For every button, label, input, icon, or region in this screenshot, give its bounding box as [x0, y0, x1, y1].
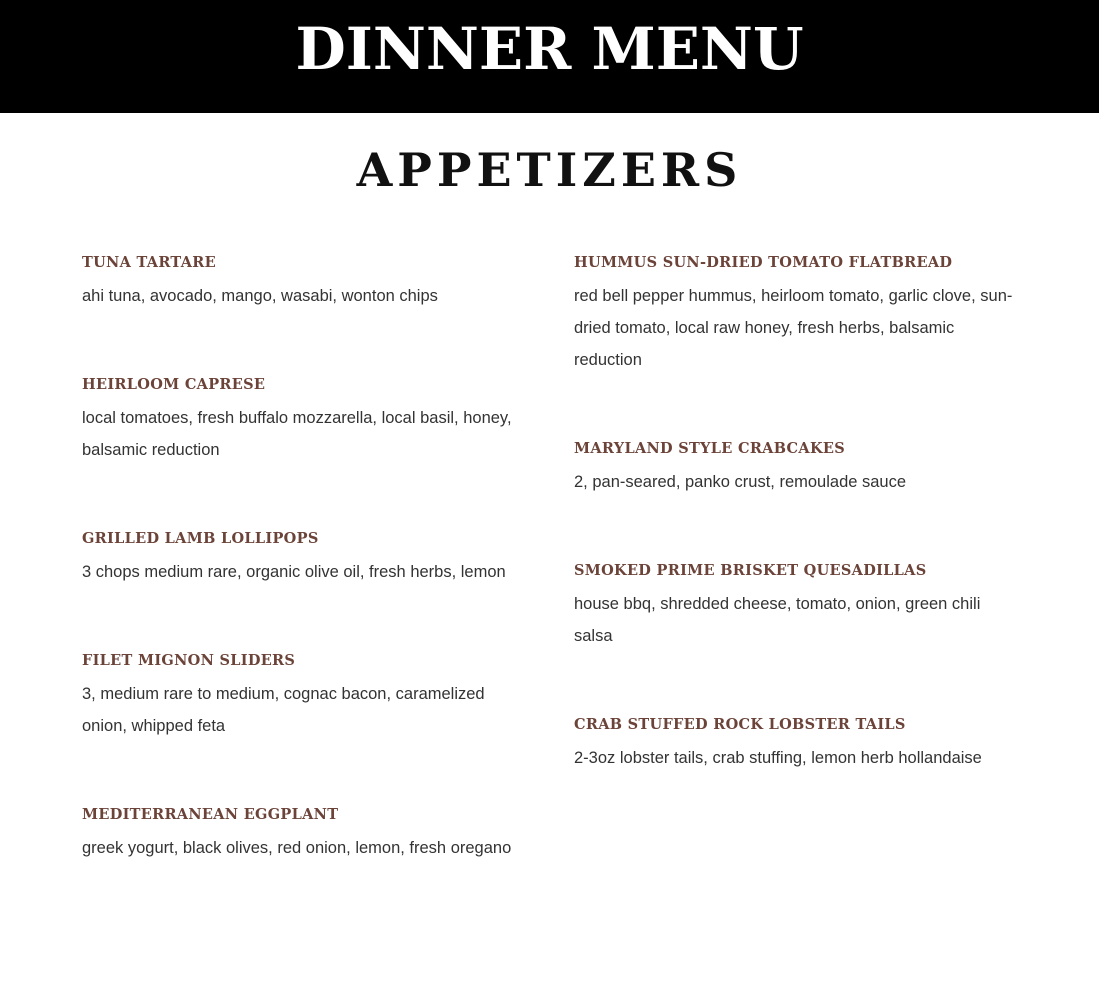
menu-item-description: local tomatoes, fresh buffalo mozzarella, local basil, honey, balsamic reduction [82, 409, 512, 459]
page-title: DINNER MENU [295, 15, 804, 83]
menu-item-description: house bbq, shredded cheese, tomato, onion, green chili salsa [574, 595, 981, 645]
menu-item-description: ahi tuna, avocado, mango, wasabi, wonton chips [82, 287, 438, 305]
menu-item-name: MARYLAND STYLE CRABCAKES [574, 440, 845, 457]
menu-item-grilled-lamb-lollipops [82, 528, 527, 596]
menu-item-description: 3, medium rare to medium, cognac bacon, caramelized onion, whipped feta [82, 685, 485, 735]
menu-item-description: 3 chops medium rare, organic olive oil, fresh herbs, lemon [82, 563, 506, 581]
menu-item-crab-stuffed-lobster-tails [574, 714, 1019, 774]
menu-item-name: GRILLED LAMB LOLLIPOPS [82, 530, 319, 547]
menu-item-name: HUMMUS SUN-DRIED TOMATO FLATBREAD [574, 254, 953, 271]
menu-item-mediterranean-eggplant [82, 804, 527, 864]
menu-item-heirloom-caprese [82, 374, 527, 466]
section-title: APPETIZERS [356, 143, 743, 197]
menu-item-name: TUNA TARTARE [82, 254, 216, 271]
menu-item-description: red bell pepper hummus, heirloom tomato, garlic clove, sun-dried tomato, local raw honey, fresh herbs, balsamic reduction [574, 287, 1013, 369]
menu-item-name: FILET MIGNON SLIDERS [82, 652, 296, 669]
menu-item-description: 2, pan-seared, panko crust, remoulade sauce [574, 473, 907, 491]
menu-item-filet-mignon-sliders [82, 650, 527, 742]
menu-item-description: greek yogurt, black olives, red onion, lemon, fresh oregano [82, 839, 512, 857]
menu-item-name: CRAB STUFFED ROCK LOBSTER TAILS [574, 716, 906, 733]
menu-item-name: HEIRLOOM CAPRESE [82, 376, 266, 393]
menu-item-hummus-flatbread [574, 252, 1019, 376]
header-banner [0, 0, 1099, 113]
menu-item-name: SMOKED PRIME BRISKET QUESADILLAS [574, 562, 927, 579]
menu-item-description: 2-3oz lobster tails, crab stuffing, lemon herb hollandaise [574, 749, 982, 767]
menu-item-brisket-quesadillas [574, 560, 1019, 652]
menu-item-name: MEDITERRANEAN EGGPLANT [82, 806, 339, 823]
menu-item-tuna-tartare [82, 252, 527, 312]
menu-item-maryland-crabcakes [574, 438, 1019, 498]
